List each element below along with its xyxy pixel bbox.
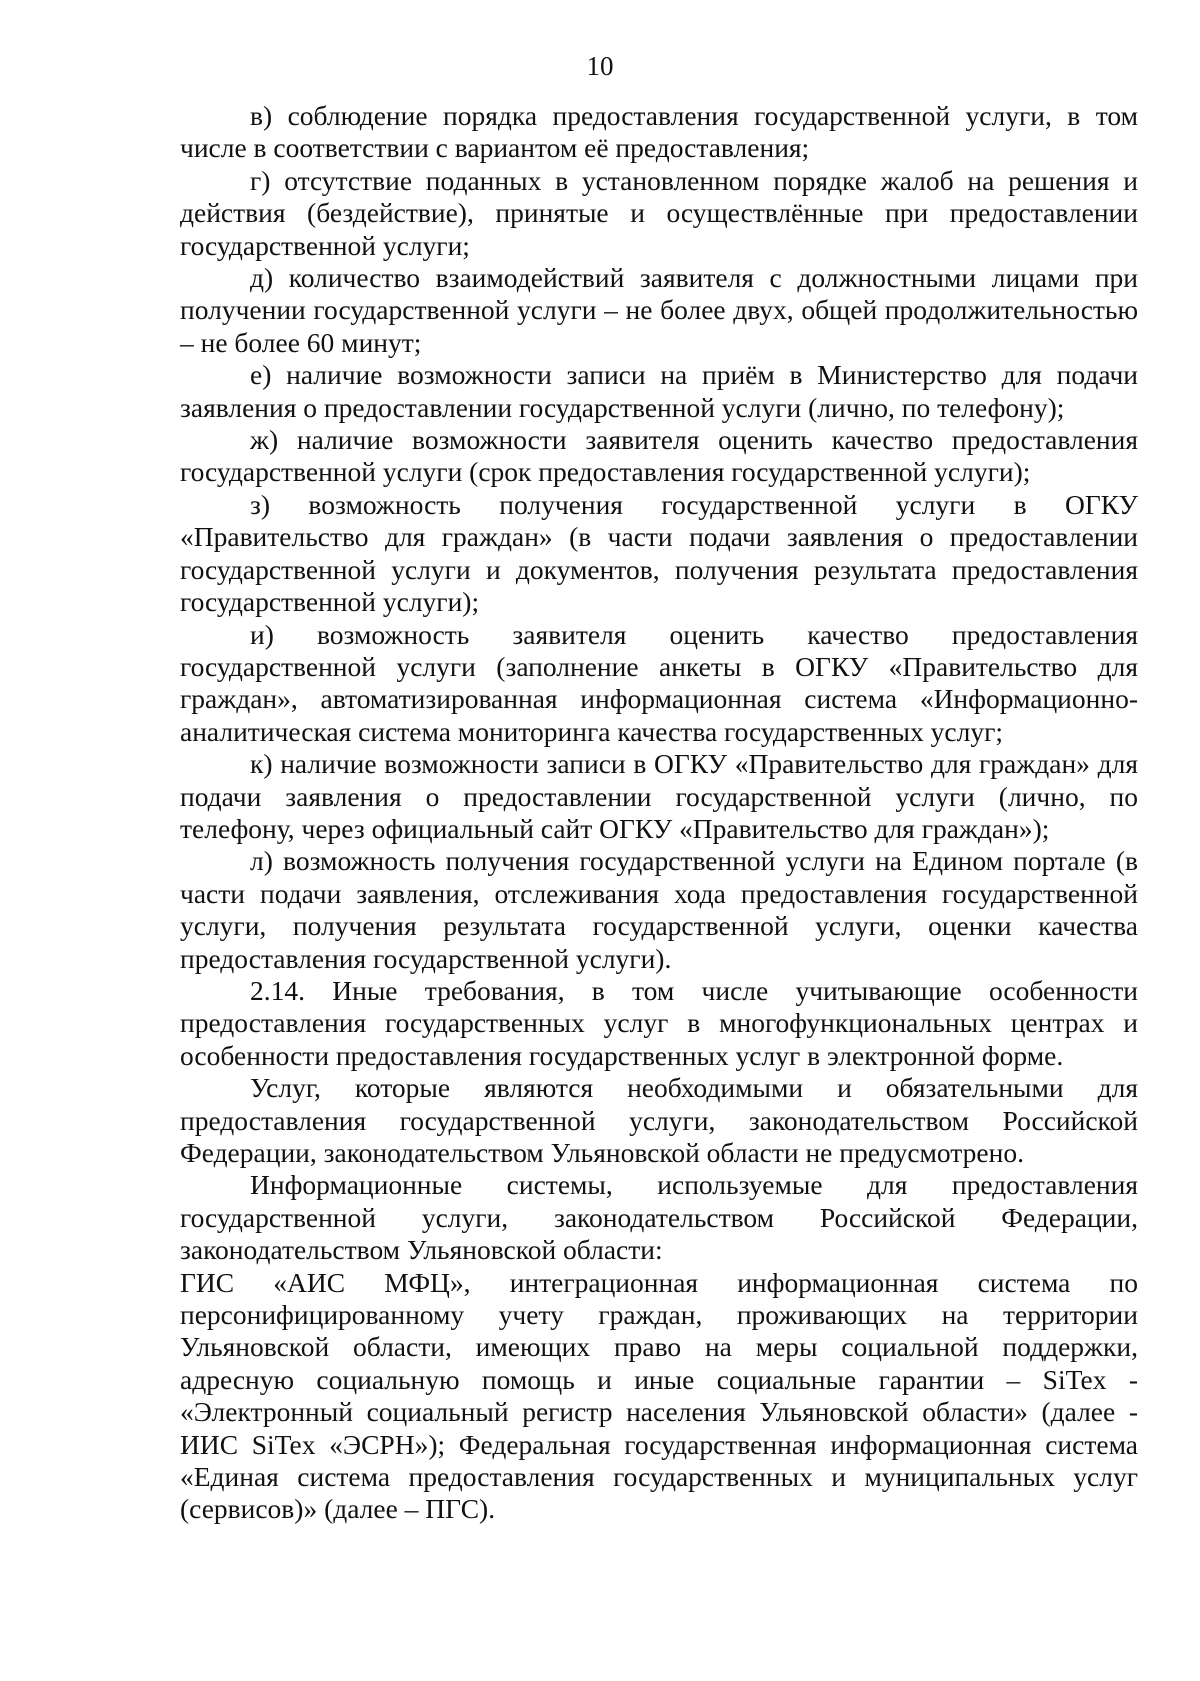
paragraph-services: Услуг, которые являются необходимыми и обязательными для предоставления государственной услуги, законодательством Российской Федерации, законодательством Ульяновской области не предусмотрено. [180, 1072, 1138, 1168]
paragraph-gis: ГИС «АИС МФЦ», интеграционная информационная система по персонифицированному учету граждан, проживающих на территории Ульяновской области, имеющих право на меры социальной поддержки, адресную социальную помощь и иные социальные гарантии – SiTex - «Электронный социальный регистр населения Ульяновской области» (далее - ИИС SiTex «ЭСРН»); Федеральная государственная информационная система «Единая система предоставления государственных и муниципальных услуг (сервисов)» (далее – ПГС). [180, 1266, 1138, 1525]
paragraph-zh: ж) наличие возможности заявителя оценить качество предоставления государственной услуги (срок предоставления государственной услуги); [180, 424, 1138, 488]
paragraph-z: з) возможность получения государственной услуги в ОГКУ «Правительство для граждан» (в части подачи заявления о предоставлении государственной услуги и документов, получения результата предоставления государственной услуги); [180, 488, 1138, 618]
paragraph-l: л) возможность получения государственной услуги на Едином портале (в части подачи заявления, отслеживания хода предоставления государственной услуги, получения результата государственной услуги, оценки качества предоставления государственной услуги). [180, 845, 1138, 974]
paragraph-i: и) возможность заявителя оценить качество предоставления государственной услуги (заполнение анкеты в ОГКУ «Правительство для граждан», автоматизированная информационная система «Информационно-аналитическая система мониторинга качества государственных услуг; [180, 618, 1138, 747]
paragraph-v: в) соблюдение порядка предоставления государственной услуги, в том числе в соответствии с вариантом её предоставления; [180, 100, 1138, 164]
document-body [180, 100, 1138, 1526]
paragraph-g: г) отсутствие поданных в установленном порядке жалоб на решения и действия (бездействие), принятые и осуществлённые при предоставлении государственной услуги; [180, 164, 1138, 261]
page-number: 10 [586, 51, 614, 81]
paragraph-2-14: 2.14. Иные требования, в том числе учитывающие особенности предоставления государственных услуг в многофункциональных центрах и особенности предоставления государственных услуг в электронной форме. [180, 974, 1138, 1071]
paragraph-k: к) наличие возможности записи в ОГКУ «Правительство для граждан» для подачи заявления о предоставлении государственной услуги (лично, по телефону, через официальный сайт ОГКУ «Правительство для граждан»); [180, 748, 1138, 844]
paragraph-info-systems: Информационные системы, используемые для предоставления государственной услуги, законодательством Российской Федерации, законодательством Ульяновской области: [180, 1169, 1138, 1266]
paragraph-e: е) наличие возможности записи на приём в Министерство для подачи заявления о предоставлении государственной услуги (лично, по телефону); [180, 359, 1138, 423]
paragraph-d: д) количество взаимодействий заявителя с должностными лицами при получении государственной услуги – не более двух, общей продолжительностью – не более 60 минут; [180, 262, 1138, 358]
